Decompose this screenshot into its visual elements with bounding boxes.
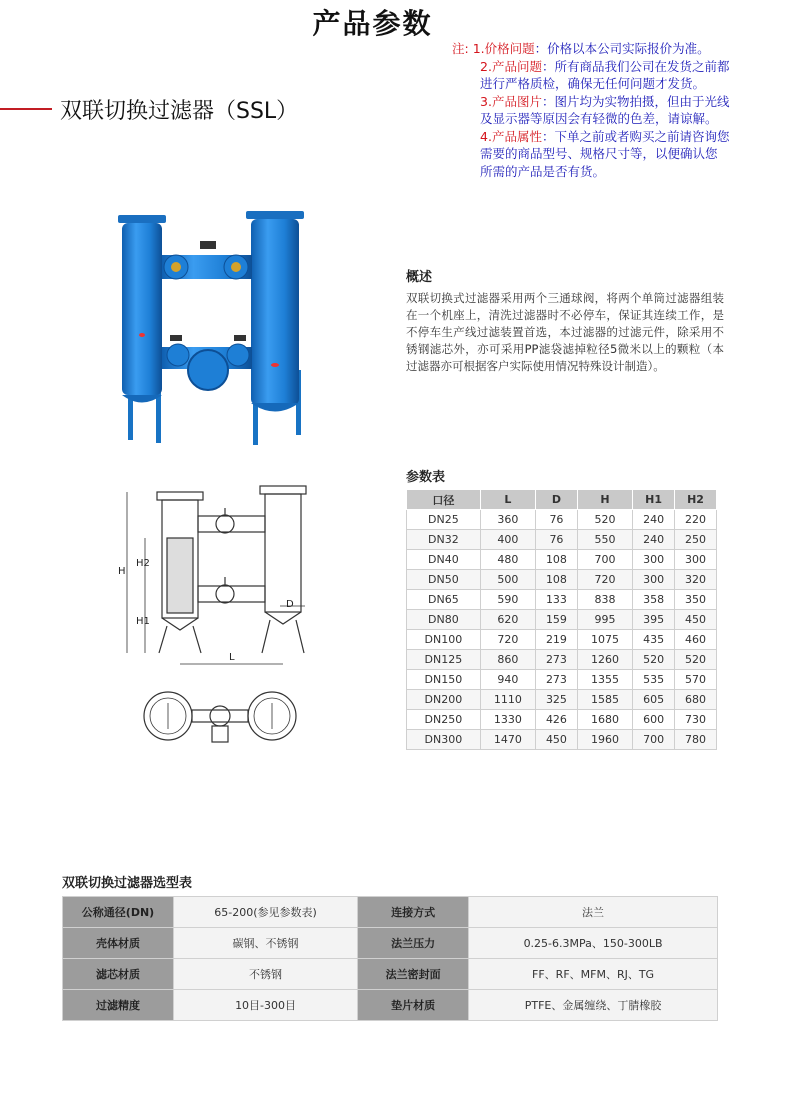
selection-key-cell: 公称通径(DN)	[63, 897, 174, 928]
params-cell: 108	[535, 550, 577, 570]
params-row	[407, 670, 717, 690]
selection-row	[63, 959, 718, 990]
params-cell: 550	[577, 530, 632, 550]
params-cell: DN150	[407, 670, 481, 690]
selection-table	[62, 896, 718, 1021]
selection-value-cell: 不锈钢	[174, 959, 358, 990]
params-row	[407, 690, 717, 710]
params-cell: 220	[675, 510, 717, 530]
params-header-cell: H2	[675, 490, 717, 510]
params-cell: 159	[535, 610, 577, 630]
params-cell: 520	[633, 650, 675, 670]
params-cell: 605	[633, 690, 675, 710]
notice-line-7: 需要的商品型号、规格尺寸等，以便确认您	[480, 146, 718, 161]
params-cell: 590	[480, 590, 535, 610]
params-cell: 940	[480, 670, 535, 690]
params-cell: 1960	[577, 730, 632, 750]
notice-line-5: 及显示器等原因会有轻微的色差，请谅解。	[480, 111, 718, 126]
params-cell: 76	[535, 510, 577, 530]
params-cell: 320	[675, 570, 717, 590]
selection-body	[63, 897, 718, 1021]
params-header-cell: 口径	[407, 490, 481, 510]
product-title: 双联切换过滤器（SSL）	[60, 99, 299, 124]
params-cell: 273	[535, 670, 577, 690]
dim-label-h2: H2	[136, 558, 150, 569]
params-header-cell: D	[535, 490, 577, 510]
params-cell: 700	[577, 550, 632, 570]
selection-row	[63, 897, 718, 928]
params-cell: DN25	[407, 510, 481, 530]
notice-line-6: 4.产品属性：下单之前或者购买之前请咨询您	[480, 128, 730, 144]
params-row	[407, 710, 717, 730]
params-header-row	[407, 490, 717, 510]
dim-label-l: L	[229, 652, 235, 663]
params-row	[407, 590, 717, 610]
params-cell: 780	[675, 730, 717, 750]
selection-value-cell: PTFE、金属缠绕、丁腈橡胶	[469, 990, 718, 1021]
params-cell: 1470	[480, 730, 535, 750]
params-cell: 570	[675, 670, 717, 690]
params-cell: 358	[633, 590, 675, 610]
params-row	[407, 650, 717, 670]
overview-text: 双联切换式过滤器采用两个三通球阀，将两个单筒过滤器组装在一个机座上，清洗过滤器时不必停车，保证其连续工作，是不停车生产线过滤装置首选，本过滤器的过滤元件，除采用不锈钢滤芯外，亦可采用PP滤袋滤掉粒径5微米以上的颗粒（本过滤器亦可根据客户实际使用情况特殊设计制造）。	[406, 291, 724, 373]
params-cell: 325	[535, 690, 577, 710]
params-header-cell: L	[480, 490, 535, 510]
selection-row	[63, 990, 718, 1021]
selection-value-cell: 0.25-6.3MPa、150-300LB	[469, 928, 718, 959]
params-cell: 1355	[577, 670, 632, 690]
notice-item-1-text: ：价格以本公司实际报价为准。	[534, 41, 710, 56]
params-row	[407, 630, 717, 650]
dim-label-h1: H1	[136, 616, 150, 627]
params-header-cell: H	[577, 490, 632, 510]
params-cell: 730	[675, 710, 717, 730]
params-cell: 460	[675, 630, 717, 650]
params-cell: 1585	[577, 690, 632, 710]
params-cell: 480	[480, 550, 535, 570]
params-cell: 300	[633, 570, 675, 590]
params-cell: 838	[577, 590, 632, 610]
params-cell: 400	[480, 530, 535, 550]
page-title: 产品参数	[312, 7, 433, 40]
notice-box	[452, 40, 757, 180]
product-photo	[108, 205, 328, 455]
params-cell: DN250	[407, 710, 481, 730]
params-cell: 1260	[577, 650, 632, 670]
selection-key-cell: 连接方式	[358, 897, 469, 928]
selection-value-cell: 法兰	[469, 897, 718, 928]
params-body	[407, 510, 717, 750]
selection-value-cell: 10目-300目	[174, 990, 358, 1021]
params-cell: 600	[633, 710, 675, 730]
notice-line-2: 2.产品问题：所有商品我们公司在发货之前都	[480, 58, 730, 74]
technical-drawing	[115, 478, 325, 750]
params-cell: DN100	[407, 630, 481, 650]
overview-label: 概述	[406, 270, 433, 285]
params-cell: DN300	[407, 730, 481, 750]
params-cell: DN32	[407, 530, 481, 550]
params-cell: 1110	[480, 690, 535, 710]
params-row	[407, 550, 717, 570]
params-cell: 520	[577, 510, 632, 530]
params-cell: 108	[535, 570, 577, 590]
selection-value-cell: 碳钢、不锈钢	[174, 928, 358, 959]
params-cell: 1075	[577, 630, 632, 650]
params-row	[407, 610, 717, 630]
params-cell: 1680	[577, 710, 632, 730]
dim-label-h: H	[118, 566, 126, 577]
params-table	[406, 489, 717, 750]
selection-row	[63, 928, 718, 959]
notice-line-1	[452, 40, 757, 58]
params-cell: 435	[633, 630, 675, 650]
params-cell: 500	[480, 570, 535, 590]
params-row	[407, 510, 717, 530]
selection-key-cell: 壳体材质	[63, 928, 174, 959]
params-header-cell: H1	[633, 490, 675, 510]
params-cell: 700	[633, 730, 675, 750]
params-label: 参数表	[406, 470, 446, 485]
notice-line-3: 进行严格质检，确保无任何问题才发货。	[480, 76, 706, 91]
params-cell: 535	[633, 670, 675, 690]
params-cell: 76	[535, 530, 577, 550]
params-cell: 360	[480, 510, 535, 530]
params-cell: DN200	[407, 690, 481, 710]
selection-key-cell: 法兰密封面	[358, 959, 469, 990]
params-cell: 300	[675, 550, 717, 570]
params-cell: 240	[633, 510, 675, 530]
params-cell: 860	[480, 650, 535, 670]
notice-item-1-key: 价格问题	[484, 41, 535, 56]
params-cell: 620	[480, 610, 535, 630]
params-cell: DN50	[407, 570, 481, 590]
params-cell: 240	[633, 530, 675, 550]
params-cell: 133	[535, 590, 577, 610]
params-cell: 450	[535, 730, 577, 750]
params-cell: DN125	[407, 650, 481, 670]
params-cell: DN80	[407, 610, 481, 630]
notice-line-8: 所需的产品是否有货。	[480, 163, 606, 179]
params-cell: 300	[633, 550, 675, 570]
selection-value-cell: FF、RF、MFM、RJ、TG	[469, 959, 718, 990]
params-cell: 520	[675, 650, 717, 670]
notice-line-4: 3.产品图片：图片均为实物拍摄，但由于光线	[480, 93, 730, 109]
selection-key-cell: 滤芯材质	[63, 959, 174, 990]
notice-lead: 注:	[452, 41, 469, 56]
params-cell: 250	[675, 530, 717, 550]
params-cell: 395	[633, 610, 675, 630]
params-cell: 350	[675, 590, 717, 610]
params-row	[407, 570, 717, 590]
selection-title: 双联切换过滤器选型表	[62, 876, 193, 891]
title-rule	[0, 108, 52, 110]
params-cell: DN40	[407, 550, 481, 570]
params-cell: 219	[535, 630, 577, 650]
params-cell: 720	[577, 570, 632, 590]
dim-label-d: D	[286, 599, 294, 610]
selection-key-cell: 垫片材质	[358, 990, 469, 1021]
params-cell: DN65	[407, 590, 481, 610]
selection-value-cell: 65-200(参见参数表)	[174, 897, 358, 928]
params-cell: 426	[535, 710, 577, 730]
selection-key-cell: 过滤精度	[63, 990, 174, 1021]
params-cell: 720	[480, 630, 535, 650]
params-row	[407, 530, 717, 550]
params-cell: 680	[675, 690, 717, 710]
params-cell: 995	[577, 610, 632, 630]
params-cell: 273	[535, 650, 577, 670]
notice-item-1-num: 1.	[472, 41, 485, 56]
selection-key-cell: 法兰压力	[358, 928, 469, 959]
params-cell: 450	[675, 610, 717, 630]
params-row	[407, 730, 717, 750]
params-cell: 1330	[480, 710, 535, 730]
